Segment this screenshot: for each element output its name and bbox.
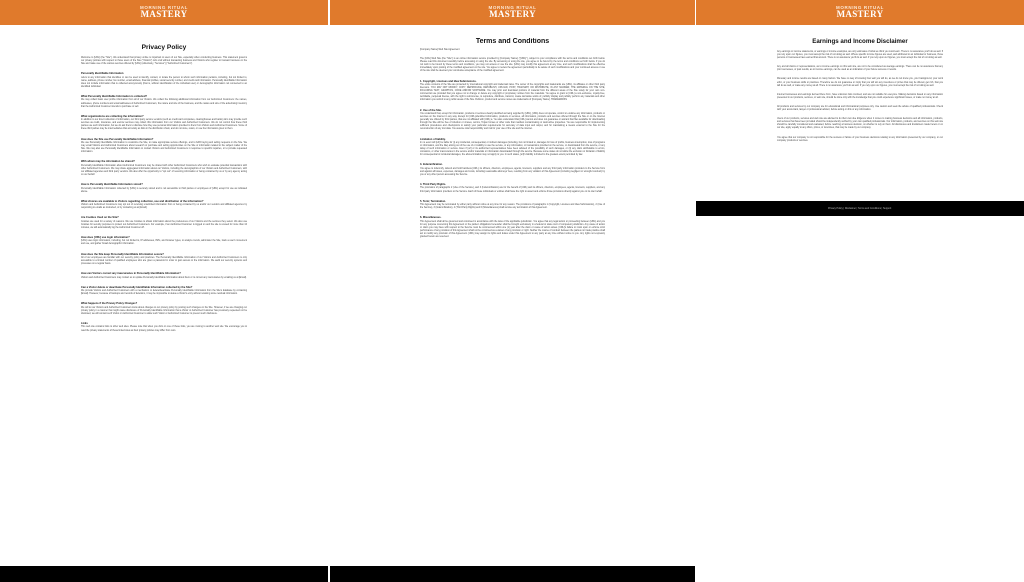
document-section — [777, 137, 943, 143]
section-body: Personally Identifiable Information about Authorized Customers may be shared with other Authorized Customers who wish to evaluate potential transactions with other Authorized Customers. We may share aggregated information about our Visitors, including the demographics of our Visitors and Authorized Customers, with our affiliated agencies and third party vendors. We also offer the opportunity to "opt out" of receiving information or being contacted by us or by any agency acting on our behalf. — [81, 164, 247, 176]
section-body: Any earnings or income statements, or earnings or income examples, are only estimates of what we think you could earn. There is no assurance you'll do as well. If you rely upon our figures, you must accept the risk of not doing as well. Where specific income figures are used, and attributed to an individual or business, those persons or businesses have earned that amount. There is no assurance you'll do as well. If you rely upon our figures, you must accept the risk of not doing as well. — [777, 51, 943, 60]
section-body: The entire contents of the Site are protected by international copyright and trademark laws. The owner of the copyrights and trademarks are [URL], its affiliates or other third party licensors. YOU MAY NOT MODIFY, COPY, REPRODUCE, REPUBLISH, UPLOAD, POST, TRANSMIT, OR DISTRIBUTE, IN ANY MANNER, THE MATERIAL ON THE SITE, INCLUDING TEXT, GRAPHICS, CODE AND/OR SOFTWARE. You may print and download portions of material from the different areas of the Site solely for your own non-commercial use provided that you agree not to change or delete any copyright or proprietary notices from the materials. You agree to grant to [URL] a non-exclusive, royalty-free, worldwide, perpetual license, with the right to sub-license, to reproduce, distribute, transmit, create derivative works of, publicly display and publicly perform any materials and other information you submit to any public areas of the Site. Rubicon, product and service names are trademarks of [Company Name]. TRADEMARKS — [420, 83, 605, 102]
section-body: Visitors and Authorized Customers may contact us to update Personally Identifiable Information about them or to correct any inaccuracies by emailing us at [Email]. — [81, 276, 247, 279]
document-section — [81, 200, 247, 211]
section-body: Cookies are used for a variety of reasons. We use Cookies to obtain information about the preferences of our Visitors and the services they select. We also use Cookies for security purposes to protect our Authorized Customers. For example, if an Authorized Customer is logged on and the site is unused for more than 10 minutes, we will automatically log the Authorized Customer off. — [81, 220, 247, 229]
section-body: All products and services by our company are for educational and informational purposes only. Use caution and seek the advice of qualified professionals. Check with your accountant, lawyer or professional advisor, before acting on this or any information. — [777, 105, 943, 112]
document-section — [777, 94, 943, 100]
section-body: We use Personally Identifiable Information to customize the Site, to make appropriate service offerings, and to fulfill buying and selling requests on the Site. We may email Visitors and Authorized Customers about research or purchase and selling opportunities on the Site or information related to the subject matter of the Site. We may also use Personally Identifiable Information to contact Visitors and Authorized Customers in response to specific inquiries, or to provide requested information. — [81, 141, 247, 154]
privacy-policy-document — [81, 44, 247, 564]
section-heading: Can a Visitor delete or deactivate Personally Identifiable Information collected by the Site? — [81, 285, 193, 289]
section-heading: 2. Use of the Site. — [420, 108, 442, 112]
document-section — [420, 80, 605, 103]
logo-line2: MASTERY — [489, 9, 536, 20]
section-heading: 3. Indemnification. — [420, 163, 443, 167]
logo-line2: MASTERY — [140, 9, 188, 20]
document-section — [420, 200, 605, 211]
document-section — [420, 163, 605, 177]
section-body: We will let our Visitors and Authorized Customers know about changes to our privacy policy by posting such changes on the Site. However, if we are changing our privacy policy in a manner that might cause disclosure of Personally Identifiable Information that a Visitor or Authorized Customer has previously requested not be disclosed, we will contact such Visitor or Authorized Customer to allow such Visitor or Authorized Customer to prevent such disclosure. — [81, 306, 247, 315]
document-section — [420, 216, 605, 239]
section-heading: Are Cookies Used on the Site? — [81, 216, 119, 220]
section-body: In no event will [url] be liable for (i) any incidental, consequential, or indirect damages (including, but not limited to, damages for loss of profits, business interruption, loss of programs or information, and the like) arising out of the use of or inability to use the service, or any information, or transactions provided on the service, or downloaded from the service, or any delay of such information or service. Even if [url] or its authorized representatives have been advised of the possibility of such damages, or (ii) any claim attributable to errors, omissions, or other inaccuracies in the service and/or materials or information downloaded through the service. Because some states do not allow the exclusion or limitation of liability for consequential or incidental damages, the above limitation may not apply to you. In such states, [url]'s liability is limited to the greatest extent permitted by law. — [420, 141, 605, 157]
document-section — [777, 66, 943, 72]
section-heading: What happens if the Privacy Policy Changes? — [81, 302, 138, 306]
privacy-header — [0, 0, 328, 25]
document-section — [777, 51, 943, 60]
section-heading: What choices are available to Visitors regarding collection, use and distribution of the information? — [81, 199, 204, 203]
document-section — [81, 216, 247, 230]
section-body: The provisions of paragraphs 2 (Use of the Service), and 3 (Indemnification) are for the benefit of [URL] and its officers, directors, employees, agents, licensors, suppliers, and any third party information providers to the Service. Each of these individuals or entities shall have the right to assert and enforce those provisions directly against you on its own behalf. — [420, 187, 605, 193]
page-title: Earnings and Income Disclaimer — [812, 38, 908, 45]
footer-links[interactable]: Privacy Policy | Disclaimer | Terms and Conditions | Support — [828, 207, 892, 210]
section-body: You understand that, except for information, products or services clearly identified as being supplied by [URL], [URL] does not operate, control or endorse any information, products or services on the Internet in any way. Except for [URL]-identified information, products or services, all information, products and services offered through the Site or on the Internet generally are offered by third parties, that are not affiliated with [URL] a. You also understand that [URL] cannot and does not guarantee or warrant that files available for downloading through the Site will be free of infection or viruses, worms, Trojan horses or other code that manifest contaminating or destructive properties. You are responsible for implementing sufficient procedures and checkpoints to satisfy your particular requirements for accuracy of data input and output, and for maintaining a means external to the Site for the reconstruction of any lost data. You assume total responsibility and risk for your use of the site and the internet. — [420, 112, 605, 131]
section-heading: Personally Identifiable Information — [81, 72, 124, 76]
section-body: This Agreement shall all be governed and construed in accordance with the laws of the applicable jurisdiction. You agree that any legal action or proceeding between [URL] and you for any purpose concerning this Agreement or the parties' obligations hereunder shall be brought exclusively in a federal or state court of competent jurisdiction. Any cause of action or claim you may have with respect to the Service must be commenced within one (1) year after the claim or cause of action arises. [URL]'s failure to insist upon or enforce strict performance of any provision of this Agreement shall not be construed as a waiver of any provision or right. Neither the course of conduct between the parties nor trade practice shall act to modify any provision of this Agreement. [URL] may assign its rights and duties under this Agreement to any party at any time without notice to you. Any rights not expressly granted herein are reserved. — [420, 220, 605, 239]
logo-line1: MORNING RITUAL — [140, 4, 188, 10]
logo-line2: MASTERY — [836, 9, 884, 20]
document-section — [777, 78, 943, 87]
site-logo[interactable] — [836, 6, 884, 20]
section-body: We provide Visitors and Authorized Customers with a mechanism to delete/deactivate Personally Identifiable Information from the Site's database by contacting [Email]. However, because of backups and records of deletions, it may be impossible to delete a Visitor's entry without retaining some residual information. — [81, 290, 247, 296]
section-body: Monetary and income results are based on many factors. We have no way of knowing how well you will do, as we do not know you, your background, your work ethic, or your business skills or practices. Therefore we do not guarantee or imply that you will win any incentives or prizes that may be offered, get rich, that you will do as well, or make any money at all. There is no assurance you'll do as well. If you rely upon our figures, you must accept the risk of not doing as well. — [777, 78, 943, 87]
site-logo[interactable] — [140, 6, 188, 20]
document-section — [81, 138, 247, 155]
section-body: [URL] uses login information, including, but not limited to, IP addresses, ISPs, and browser types, to analyze trends, administer the Site, track a user's movement and use, and gather broad demographic information. — [81, 240, 247, 246]
section-body: The [URL] Web Site (the "Site") is an online information service provided by [Company Name] ("[URL]"), subject to your compliance with the terms and conditions set forth below. Please read this document carefully before accessing or using the site. By accessing or using the site, you agree to be bound by the terms and conditions set forth below. If you do not wish to be bound by these terms and conditions, you may not access or use the site. [URL] may modify this agreement at any time, and such modifications shall be effective immediately upon posting of the modified agreement on the site. You agree to review the agreement periodically to be aware of such modifications and your continued access or use of the site shall be deemed your conclusive acceptance of the modified agreement. — [420, 58, 605, 73]
document-section — [81, 253, 247, 267]
document-section — [81, 57, 247, 66]
section-body: Any and all claims or representations, as to income earnings on this web site, are not to be considered as average earnings. There can be no assurance that any prior successes, or past results, as to income earnings, can be used as an indication of your future success or results. — [777, 66, 943, 72]
section-body: Personally Identifiable Information collected by [URL] is securely stored and is not accessible to third parties or employees of [URL] except for use as indicated above. — [81, 187, 247, 193]
privacy-footer-bar — [0, 566, 328, 582]
earnings-header — [696, 0, 1024, 25]
section-body: All of our employees are familiar with our security policy and practices. The Personally Identifiable Information of our Visitors and Authorized Customers is only accessible to a limited number of qualified employees who are given a password in order to gain access to the information. We audit our security systems and processes on a regular basis. — [81, 256, 247, 266]
section-heading: 6. Miscellaneous. — [420, 216, 442, 220]
section-body: refers to any information that identifies or can be used to identify, contact, or locate the person to whom such information pertains, including, but not limited to, name, address, phone number, fax number, email address, financial profiles, social security number, and credit card information. Personally Identifiable Information does not include information that is collected anonymously (that is, without identification of the individual user) or demographic information not connected to an identified individual. — [81, 76, 247, 88]
page-title: Terms and Conditions — [475, 38, 550, 45]
section-heading: Limitation of liability. — [420, 137, 446, 141]
document-section — [420, 58, 605, 73]
document-section — [420, 183, 605, 194]
section-heading: How does the Site use Personally Identifiable Information? — [81, 137, 154, 141]
document-section — [81, 183, 247, 194]
logo-line1: MORNING RITUAL — [488, 4, 537, 10]
document-section — [81, 302, 247, 316]
terms-footer-bar — [330, 566, 695, 582]
document-section — [81, 72, 247, 89]
terms-header — [330, 0, 695, 25]
document-section — [81, 115, 247, 132]
document-section — [420, 109, 605, 132]
logo-line1: MORNING RITUAL — [836, 4, 884, 10]
section-body: Welcome to [URL] (the "Site"). We understand that privacy online is important to users of our Site, especially when conducting business. This statement governs our privacy policies with respect to those users of the Site ("Visitors") who visit without transacting business and Visitors who register to transact business on the Site and make use of the various services offered by [URL] (collectively, "Services") ("Authorized Customers"). — [81, 57, 247, 66]
page-title: Privacy Policy — [141, 44, 187, 51]
document-section — [81, 322, 247, 333]
section-heading: What organizations are collecting the information? — [81, 114, 144, 118]
document-section — [81, 236, 247, 247]
section-body: You agree to indemnify, defend and hold harmless [URL], its officers, directors, employees, agents, licensors, suppliers and any third party information providers to the Service from and against all losses, expenses, damages and costs, including reasonable attorneys' fees, resulting from any violation of this Agreement (including negligent or wrongful conduct) by you or any other person accessing the Service. — [420, 167, 605, 176]
section-heading: 4. Third Party Rights. — [420, 183, 447, 187]
section-body: Users of our products, services and web site are advised to do their own due diligence when it comes to making business decisions and all information, products, and services that have been provided should be independently verified by your own qualified professionals. Our information, products, and services on this web site should be carefully considered and evaluated, before reaching a business decision, on whether to rely on them. All disclosures and disclaimers made herein or on our site, apply equally to any offers, prizes, or incentives, that may be made by our company. — [777, 118, 943, 130]
section-heading: How does the Site keep Personally Identifiable Information secure? — [81, 252, 164, 256]
section-heading: Links — [81, 322, 88, 326]
section-heading: 1. Copyright, Licenses and Idea Submissions. — [420, 79, 477, 83]
section-heading: 5. Term; Termination. — [420, 199, 446, 203]
section-heading: What Personally Identifiable Information is collected? — [81, 95, 148, 99]
document-section — [777, 118, 943, 130]
section-heading: With whom may the information be shared? — [81, 160, 135, 164]
section-body: This web site contains links to other web sites. Please note that when you click on one of these links, you are moving to another web site. We encourage you to read the privacy statements of these linked sites as their privacy policies may differ from ours. — [81, 326, 247, 332]
terms-and-conditions-document — [420, 38, 605, 564]
section-body: We may collect basic user profile information from all of our Visitors. We collect the following additional information from our Authorized Customers: the names, addresses, phone numbers and email addresses of Authorized Customers, the nature and size of the business, and the nature and size of the advertising inventory that the Authorized Customer intends to purchase or sell. — [81, 99, 247, 108]
section-heading: How is Personally Identifiable Information stored? — [81, 183, 143, 187]
document-section — [420, 138, 605, 158]
document-section — [777, 106, 943, 112]
document-section — [81, 286, 247, 297]
earnings-disclaimer-document — [777, 38, 943, 198]
document-section — [81, 95, 247, 109]
document-section — [81, 272, 247, 280]
section-body: In addition to our direct collection of information, our third party service vendors (such as credit card companies, clearinghouses and banks) who may provide such services as credit, insurance, and escrow services may collect this information from our Visitors and Authorized Customers. We do not control how these third parties use such information, but we do ask them to disclose how they use personal information provided to them from Visitors and Authorized Customers. Some of these third parties may be intermediaries that act solely as links in the distribution chain, and do not store, retain, or use the information given to them. — [81, 119, 247, 131]
section-heading: How can Visitors correct any inaccuracies in Personally Identifiable Information? — [81, 272, 181, 276]
document-section — [81, 160, 247, 177]
section-body: Internet businesses and earnings derived there from, have unknown risks involved, and are not suitable for everyone. Making decisions based on any information presented in our products, services, or web site, should be done only with the knowledge that you could experience significant losses, or make no money at all. — [777, 93, 943, 99]
section-heading: How does [URL] use login information? — [81, 235, 130, 239]
section-body: Visitors and Authorized Customers may opt out of receiving unsolicited information from or being contacted by us and/or our vendors and affiliated agencies by responding to emails as instructed, or by contacting us at [Email]. — [81, 204, 247, 210]
section-body: This Agreement may be terminated by either party without notice at any time for any reason. The provisions of paragraphs 1 (Copyright, Licenses and Idea Submissions), 2 (Use of the Service), 3 (Indemnification), 4 (Third Party Rights) and 6 (Miscellaneous) shall survive any termination of this Agreement. — [420, 204, 605, 210]
document-subtitle: [Company Name] Web Site Agreement — [420, 49, 460, 51]
site-logo[interactable] — [489, 6, 537, 20]
section-body: You agree that our company is not responsible for the success or failure of your business decisions relating to any information presented by our company, or our company products or services. — [777, 136, 943, 142]
